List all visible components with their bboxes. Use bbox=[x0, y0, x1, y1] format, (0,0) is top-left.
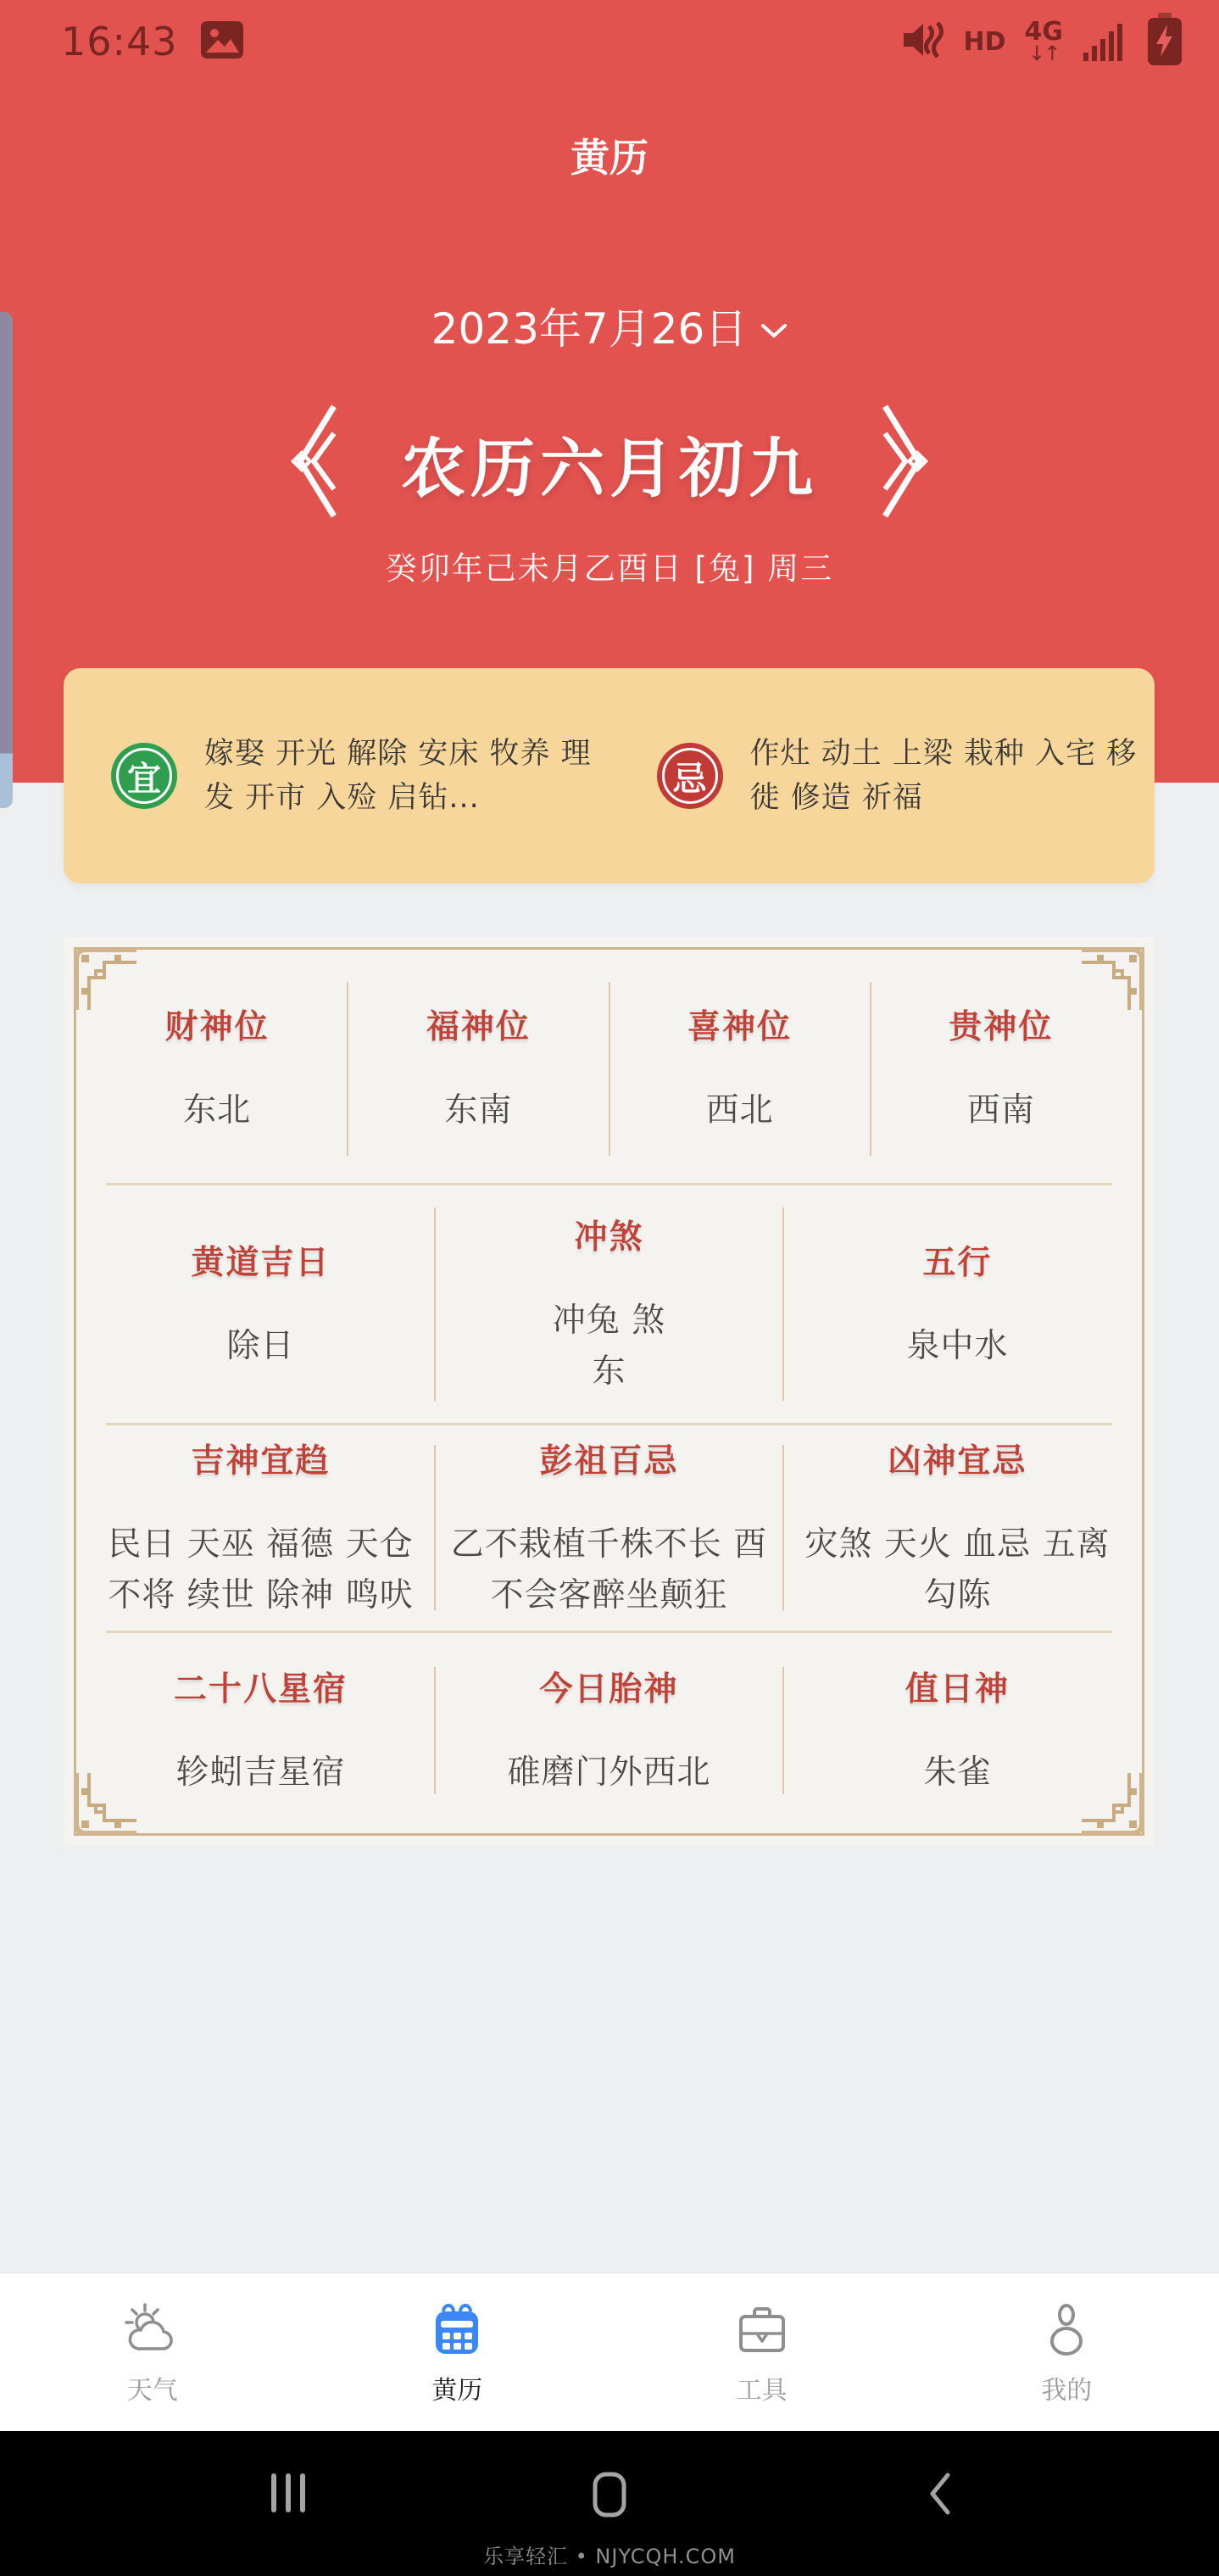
almanac-label: 值日神 bbox=[905, 1670, 1010, 1709]
almanac-value: 碓磨门外西北 bbox=[507, 1754, 711, 1793]
almanac-value: 朱雀 bbox=[923, 1754, 992, 1793]
android-navigation-bar bbox=[0, 2431, 1219, 2576]
tab-label: 黄历 bbox=[431, 2375, 483, 2406]
previous-page-peek[interactable] bbox=[0, 312, 13, 808]
almanac-content bbox=[87, 954, 1131, 1829]
almanac-label: 今日胎神 bbox=[539, 1670, 679, 1709]
almanac-label: 彭祖百忌 bbox=[539, 1441, 679, 1480]
day-quality-row bbox=[87, 1185, 1131, 1423]
almanac-label: 五行 bbox=[922, 1244, 993, 1283]
hd-indicator: HD bbox=[963, 26, 1006, 57]
app-watermark: 乐享轻汇 • NJYCQH.COM bbox=[482, 2545, 737, 2568]
almanac-cell bbox=[87, 1633, 434, 1830]
toolbox-icon bbox=[732, 2300, 792, 2359]
almanac-detail-card bbox=[64, 937, 1155, 1846]
ji-badge-icon: 忌 bbox=[657, 743, 723, 809]
almanac-value: 民日 天巫 福德 天仓 不将 续世 除神 鸣吠 bbox=[108, 1525, 414, 1614]
page-title: 黄历 bbox=[571, 135, 648, 181]
yi-badge-icon: 宜 bbox=[111, 743, 177, 809]
almanac-cell bbox=[87, 1185, 434, 1423]
almanac-label: 财神位 bbox=[164, 1007, 270, 1046]
almanac-cell bbox=[784, 1425, 1131, 1630]
profile-icon bbox=[1037, 2300, 1096, 2359]
mobile-data-icon: 4G ↓↑ bbox=[1024, 17, 1063, 65]
current-date: 2023年7月26日 bbox=[431, 304, 748, 354]
tab-almanac[interactable] bbox=[305, 2273, 610, 2432]
almanac-value: 轸蚓吉星宿 bbox=[175, 1754, 346, 1793]
almanac-value: 东北 bbox=[183, 1090, 252, 1129]
gods-taboos-row bbox=[87, 1425, 1131, 1630]
back-button-icon[interactable] bbox=[927, 2472, 951, 2519]
almanac-cell bbox=[436, 1185, 782, 1423]
tab-label: 我的 bbox=[1041, 2375, 1093, 2406]
almanac-value: 冲兔 煞东 bbox=[552, 1301, 666, 1391]
header-banner bbox=[0, 0, 1219, 783]
lunar-date: 农历六月初九 bbox=[401, 430, 818, 506]
almanac-cell bbox=[436, 1633, 782, 1830]
clock: 16:43 bbox=[61, 19, 178, 64]
next-day-arrow-icon[interactable] bbox=[879, 392, 932, 534]
almanac-label: 喜神位 bbox=[687, 1007, 793, 1046]
almanac-label: 凶神宜忌 bbox=[888, 1441, 1027, 1480]
almanac-value: 东南 bbox=[444, 1090, 513, 1129]
signal-strength-icon bbox=[1082, 17, 1127, 66]
tab-profile[interactable] bbox=[915, 2273, 1219, 2432]
almanac-value: 乙不栽植千株不长 酉不会客醉坐颠狂 bbox=[450, 1525, 768, 1614]
almanac-cell bbox=[610, 954, 870, 1183]
almanac-label: 二十八星宿 bbox=[173, 1670, 348, 1709]
almanac-cell bbox=[784, 1633, 1131, 1830]
avoid-section bbox=[610, 732, 1155, 821]
weather-icon bbox=[123, 2300, 182, 2359]
almanac-cell bbox=[87, 1425, 434, 1630]
almanac-value: 西北 bbox=[705, 1090, 774, 1129]
tab-weather[interactable] bbox=[0, 2273, 305, 2432]
deity-positions-row bbox=[87, 954, 1131, 1183]
almanac-cell bbox=[348, 954, 608, 1183]
lunar-date-row bbox=[0, 392, 1219, 534]
bottom-tab-bar bbox=[0, 2272, 1219, 2432]
stars-deities-row bbox=[87, 1633, 1131, 1830]
avoid-activities: 作灶 动土 上梁 栽种 入宅 移徙 修造 祈福 bbox=[749, 736, 1138, 815]
mute-vibrate-icon bbox=[900, 18, 944, 65]
prev-day-arrow-icon[interactable] bbox=[287, 392, 340, 534]
calendar-icon bbox=[427, 2300, 487, 2359]
almanac-cell bbox=[436, 1425, 782, 1630]
almanac-cell bbox=[871, 954, 1131, 1183]
almanac-label: 黄道吉日 bbox=[191, 1244, 331, 1283]
almanac-label: 贵神位 bbox=[949, 1007, 1054, 1046]
suitable-section bbox=[64, 732, 610, 821]
status-bar bbox=[0, 8, 1219, 75]
almanac-label: 福神位 bbox=[426, 1007, 531, 1046]
date-selector[interactable] bbox=[0, 295, 1219, 356]
almanac-cell bbox=[784, 1185, 1131, 1423]
battery-charging-icon bbox=[1146, 13, 1183, 70]
gallery-notification-icon bbox=[200, 20, 244, 64]
almanac-value: 泉中水 bbox=[906, 1327, 1009, 1366]
suitable-activities: 嫁娶 开光 解除 安床 牧养 理发 开市 入殓 启钻... bbox=[204, 736, 592, 815]
recents-button-icon[interactable] bbox=[270, 2472, 307, 2517]
tab-label: 工具 bbox=[736, 2375, 788, 2406]
almanac-cell bbox=[87, 954, 347, 1183]
home-button-icon[interactable] bbox=[593, 2472, 626, 2521]
chevron-down-icon bbox=[760, 301, 788, 350]
almanac-value: 西南 bbox=[966, 1090, 1035, 1129]
almanac-label: 冲煞 bbox=[574, 1218, 644, 1257]
almanac-value: 除日 bbox=[226, 1327, 295, 1366]
tab-tools[interactable] bbox=[610, 2273, 915, 2432]
tab-label: 天气 bbox=[126, 2375, 178, 2406]
suitable-avoid-card[interactable] bbox=[64, 668, 1155, 884]
almanac-label: 吉神宜趋 bbox=[191, 1441, 331, 1480]
ganzhi-line: 癸卯年己未月乙酉日 [兔] 周三 bbox=[385, 550, 834, 587]
almanac-value: 灾煞 天火 血忌 五离 勾陈 bbox=[804, 1525, 1110, 1614]
